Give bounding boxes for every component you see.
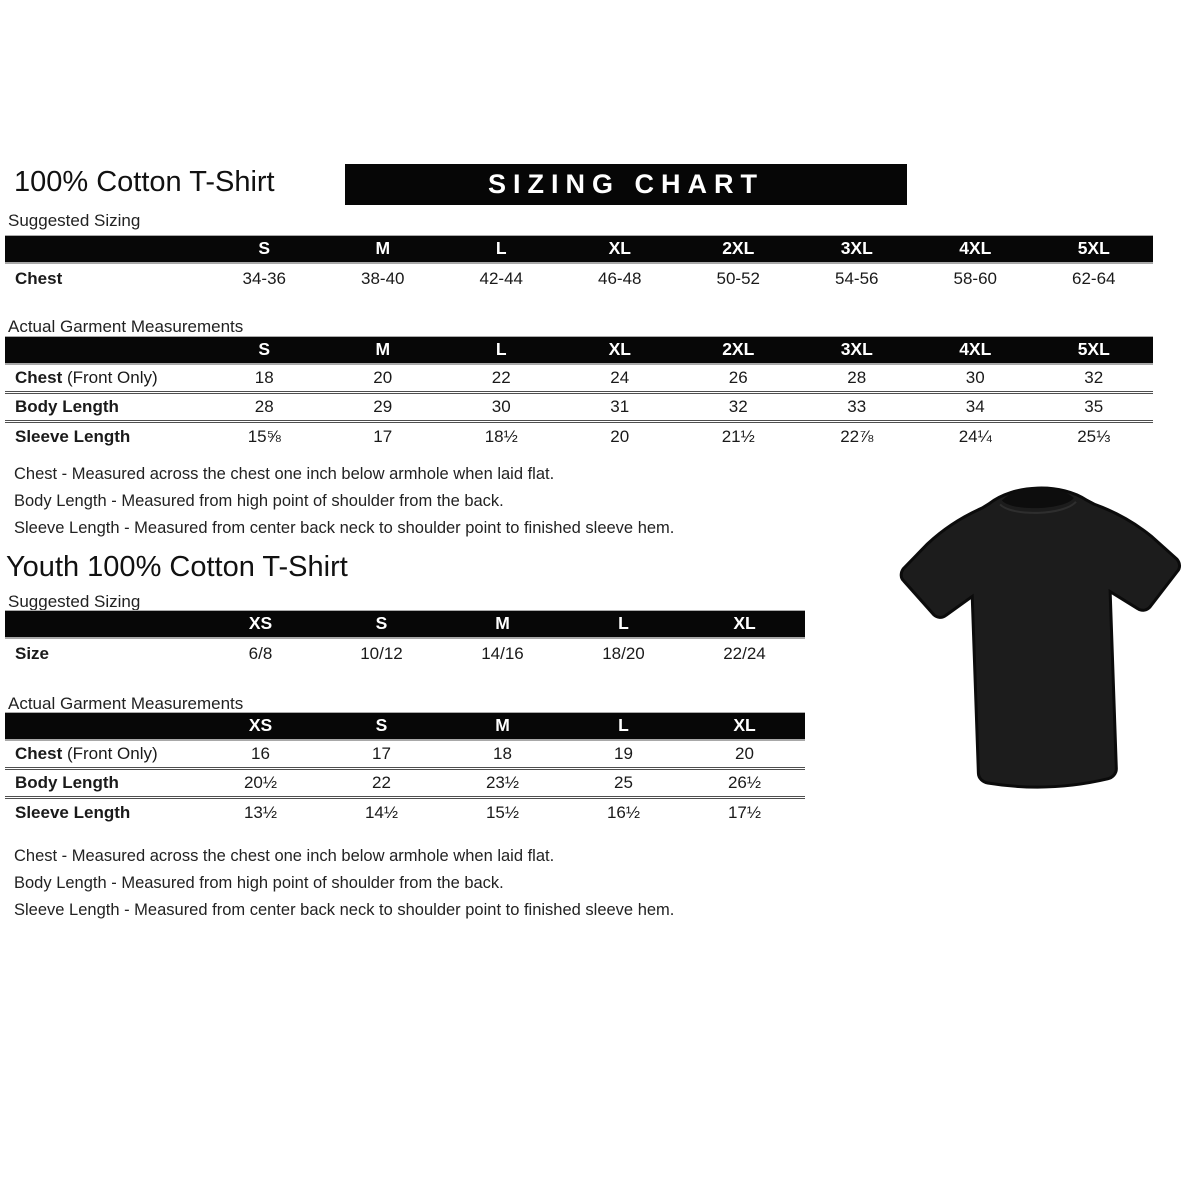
size-column-header: XS xyxy=(200,611,321,638)
measurement-value: 30 xyxy=(491,397,511,416)
measurement-value: 20 xyxy=(735,743,754,763)
measurement-value: 20½ xyxy=(243,773,278,792)
youth-actual-measurements-label: Actual Garment Measurements xyxy=(8,694,244,713)
page-title: 100% Cotton T-Shirt xyxy=(14,166,275,198)
size-column-header: 2XL xyxy=(679,236,798,263)
measurement-row xyxy=(5,769,805,798)
measurement-value: 31 xyxy=(610,397,630,416)
measurement-row xyxy=(5,638,805,669)
tshirt-icon xyxy=(893,476,1193,816)
measurement-value: 33 xyxy=(847,397,867,416)
measurement-value: 20 xyxy=(610,426,630,446)
size-column-header: XL xyxy=(561,337,680,364)
measurement-value: 17½ xyxy=(727,802,762,822)
table-header-row xyxy=(5,611,805,638)
measurement-row xyxy=(5,393,1153,422)
row-label: Chest xyxy=(15,268,63,288)
measurement-value: 29 xyxy=(373,397,393,416)
note-sleeve-length: Sleeve Length - Measured from center back neck to shoulder point to finished sleeve hem. xyxy=(14,519,675,537)
size-column-header: S xyxy=(321,611,442,638)
measurement-value: 16 xyxy=(251,743,270,763)
header-corner-cell xyxy=(5,236,205,263)
measurement-value: 18 xyxy=(254,367,274,387)
size-column-header: 3XL xyxy=(798,337,917,364)
size-column-header: L xyxy=(563,611,684,638)
measurement-value: 62-64 xyxy=(1072,268,1116,288)
measurement-value: 16½ xyxy=(606,802,641,822)
table-header-row xyxy=(5,337,1153,364)
size-column-header: 5XL xyxy=(1035,337,1154,364)
measurement-value: 17 xyxy=(372,743,391,763)
row-label: Body Length xyxy=(15,773,119,792)
note-body-length: Body Length - Measured from high point of shoulder from the back. xyxy=(14,874,504,892)
size-column-header: XS xyxy=(200,713,321,740)
adult-suggested-sizing-table xyxy=(5,235,1153,294)
note-chest: Chest - Measured across the chest one inch below armhole when laid flat. xyxy=(14,847,555,865)
header-corner-cell xyxy=(5,337,205,364)
youth-actual-measurements-table xyxy=(5,712,805,827)
measurement-value: 58-60 xyxy=(953,268,997,288)
size-column-header: 3XL xyxy=(798,236,917,263)
size-column-header: S xyxy=(205,236,324,263)
measurement-value: 20 xyxy=(373,367,393,387)
measurement-value: 50-52 xyxy=(716,268,760,288)
size-column-header: 4XL xyxy=(916,337,1035,364)
note-body-length: Body Length - Measured from high point of shoulder from the back. xyxy=(14,492,504,510)
measurement-value: 25⅓ xyxy=(1077,426,1111,446)
measurement-value: 32 xyxy=(728,397,748,416)
header-corner-cell xyxy=(5,611,200,638)
youth-page-title: Youth 100% Cotton T-Shirt xyxy=(6,551,348,583)
measurement-value: 22⅞ xyxy=(840,426,874,446)
adult-measurement-notes xyxy=(14,461,674,542)
measurement-value: 18½ xyxy=(484,426,518,446)
measurement-value: 13½ xyxy=(243,802,278,822)
adult-actual-measurements-table xyxy=(5,336,1153,451)
size-column-header: XL xyxy=(684,713,805,740)
measurement-value: 15½ xyxy=(485,802,520,822)
size-column-header: L xyxy=(442,337,561,364)
measurement-row xyxy=(5,798,805,827)
measurement-value: 28 xyxy=(254,397,274,416)
measurement-value: 42-44 xyxy=(479,268,523,288)
measurement-value: 10/12 xyxy=(360,643,403,663)
measurement-value: 24¼ xyxy=(958,426,992,446)
measurement-value: 38-40 xyxy=(361,268,405,288)
black-tshirt-photo xyxy=(893,476,1193,816)
size-column-header: M xyxy=(442,611,563,638)
measurement-value: 24 xyxy=(610,367,630,387)
row-label: Sleeve Length xyxy=(15,426,131,446)
measurement-value: 25 xyxy=(614,773,633,792)
measurement-value: 14½ xyxy=(364,802,399,822)
measurement-value: 17 xyxy=(373,426,393,446)
measurement-value: 30 xyxy=(965,367,985,387)
note-chest: Chest - Measured across the chest one inch below armhole when laid flat. xyxy=(14,465,555,483)
adult-suggested-sizing-label: Suggested Sizing xyxy=(8,211,141,230)
measurement-row xyxy=(5,364,1153,393)
youth-measurement-notes xyxy=(14,843,674,924)
measurement-value: 18/20 xyxy=(602,643,645,663)
size-column-header: L xyxy=(563,713,684,740)
measurement-value: 18 xyxy=(493,743,512,763)
youth-suggested-sizing-table xyxy=(5,610,805,669)
adult-actual-measurements-label: Actual Garment Measurements xyxy=(8,317,244,336)
size-column-header: M xyxy=(324,337,443,364)
measurement-value: 34 xyxy=(965,397,985,416)
row-label: Chest (Front Only) xyxy=(15,743,158,763)
measurement-value: 26½ xyxy=(727,773,762,792)
row-label: Chest (Front Only) xyxy=(15,367,158,387)
measurement-value: 15⅝ xyxy=(247,426,281,446)
measurement-value: 22 xyxy=(491,367,511,387)
header-corner-cell xyxy=(5,713,200,740)
measurement-row xyxy=(5,422,1153,451)
row-label: Sleeve Length xyxy=(15,802,131,822)
measurement-value: 22/24 xyxy=(723,643,766,663)
row-label: Size xyxy=(15,643,50,663)
size-column-header: L xyxy=(442,236,561,263)
measurement-value: 32 xyxy=(1084,367,1104,387)
measurement-value: 26 xyxy=(728,367,748,387)
size-column-header: S xyxy=(321,713,442,740)
measurement-value: 35 xyxy=(1084,397,1104,416)
row-label: Body Length xyxy=(15,397,119,416)
measurement-value: 14/16 xyxy=(481,643,524,663)
measurement-value: 6/8 xyxy=(248,643,273,663)
measurement-value: 34-36 xyxy=(242,268,286,288)
size-column-header: S xyxy=(205,337,324,364)
size-column-header: 2XL xyxy=(679,337,798,364)
table-header-row xyxy=(5,236,1153,263)
measurement-row xyxy=(5,263,1153,294)
measurement-row xyxy=(5,740,805,769)
measurement-value: 22 xyxy=(372,773,391,792)
size-column-header: M xyxy=(324,236,443,263)
youth-suggested-sizing-label: Suggested Sizing xyxy=(8,592,141,611)
note-sleeve-length: Sleeve Length - Measured from center back neck to shoulder point to finished sleeve hem. xyxy=(14,901,675,919)
sizing-chart-banner-text: SIZING CHART xyxy=(488,169,764,199)
size-column-header: 5XL xyxy=(1035,236,1154,263)
size-column-header: M xyxy=(442,713,563,740)
size-column-header: XL xyxy=(684,611,805,638)
size-column-header: XL xyxy=(561,236,680,263)
table-header-row xyxy=(5,713,805,740)
sizing-chart-banner xyxy=(345,164,907,205)
measurement-value: 46-48 xyxy=(598,268,642,288)
measurement-value: 21½ xyxy=(721,426,755,446)
measurement-value: 19 xyxy=(614,743,633,763)
measurement-value: 28 xyxy=(847,367,867,387)
measurement-value: 23½ xyxy=(485,773,520,792)
size-column-header: 4XL xyxy=(916,236,1035,263)
measurement-value: 54-56 xyxy=(835,268,879,288)
